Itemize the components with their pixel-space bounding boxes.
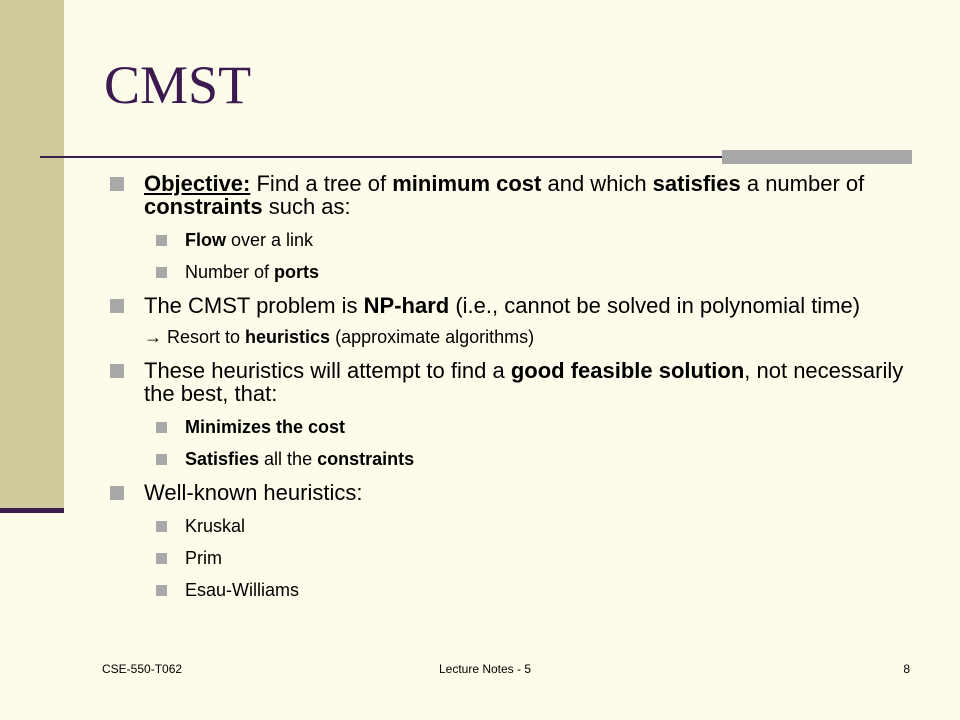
bullet-objective: Objective: Find a tree of minimum cost and which satisfies a number of constraints such as: — [110, 172, 910, 218]
subbullet-esau-williams: Esau-Williams — [110, 580, 910, 600]
left-bar-divider — [0, 508, 64, 513]
subbullet-minimizes-cost: Minimizes the cost — [110, 417, 910, 437]
subbullet-kruskal: Kruskal — [110, 516, 910, 536]
bullet-np-hard: The CMST problem is NP-hard (i.e., cannot be solved in polynomial time) — [110, 294, 910, 317]
slide-title: CMST — [104, 55, 252, 115]
footer-page-number: 8 — [903, 662, 910, 676]
objective-label: Objective: — [144, 171, 251, 196]
subbullet-flow: Flow over a link — [110, 230, 910, 250]
subbullet-satisfies-constraints: Satisfies all the constraints — [110, 449, 910, 469]
bullet-well-known: Well-known heuristics: — [110, 481, 910, 504]
title-accent-bar — [722, 150, 912, 164]
resort-note: → Resort to heuristics (approximate algorithms) — [144, 327, 535, 347]
bullet-heuristics: These heuristics will attempt to find a good feasible solution, not necessarily the best, that: — [110, 359, 910, 405]
subbullet-ports: Number of ports — [110, 262, 910, 282]
footer-lecture-title: Lecture Notes - 5 — [438, 662, 532, 676]
slide-content — [110, 172, 910, 612]
subbullet-prim: Prim — [110, 548, 910, 568]
left-decorative-bar — [0, 0, 64, 512]
footer-course-code: CSE-550-T062 — [102, 662, 183, 676]
